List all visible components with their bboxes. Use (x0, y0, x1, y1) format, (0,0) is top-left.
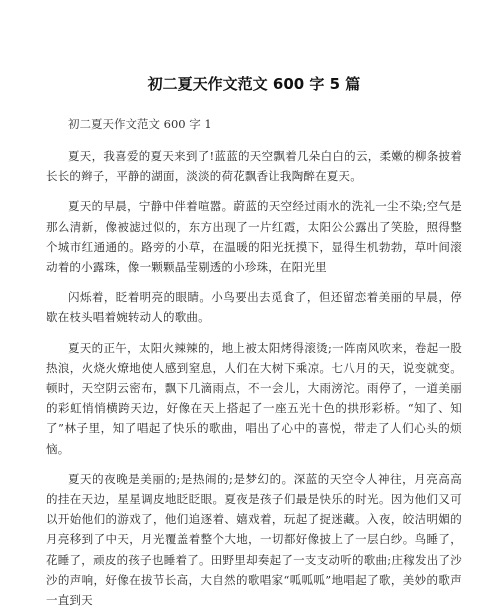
paragraph-2: 夏天的早晨，宁静中伴着喧嚣。蔚蓝的天空经过雨水的洗礼一尘不染;空气是那么清新，像被滤过似的，东方出现了一片红霞，太阳公公露出了笑脸，照得整个城市红通通的。路旁的小草，在温暖的阳光抚摸下，显得生机勃勃，草叶间滚动着的小露珠，像一颗颗晶莹剔透的小珍珠，在阳光里 (46, 199, 462, 275)
paragraph-3: 闪烁着，眨着明亮的眼睛。小鸟要出去觅食了，但还留恋着美丽的早晨，停歇在枝头唱着婉转动人的歌曲。 (46, 290, 462, 325)
paragraph-4: 夏天的正午，太阳火辣辣的，地上被太阳烤得滚烫;一阵南风吹来，卷起一股热浪，火烧火燎地使人感到窒息，人们在大树下乘凉。七八月的天，说变就变。顿时，天空阴云密布，飘下几滴雨点，不一会儿，大雨滂沱。雨停了，一道美丽的彩虹悄悄横跨天边，好像在天上搭起了一座五光十色的拱形彩桥。“知了、知了”林子里，知了唱起了快乐的歌曲，唱出了心中的喜悦，带走了人们心头的烦恼。 (46, 340, 462, 456)
section-subtitle: 初二夏天作文范文 600 字 1 (68, 117, 212, 131)
paragraph-1: 夏天，我喜爱的夏天来到了!蓝蓝的天空飘着几朵白白的云，柔嫩的柳条披着长长的辫子，平静的湖面，淡淡的荷花飘香让我陶醉在夏天。 (46, 149, 462, 184)
paragraph-5: 夏天的夜晚是美丽的;是热闹的;是梦幻的。深蓝的天空令人神往，月亮高高的挂在天边，星星调皮地眨眨眼。夏夜是孩子们最是快乐的时光。因为他们又可以开始他们的游戏了，他们追逐着、嬉戏着，玩起了捉迷藏。入夜，皎洁明媚的月亮移到了中天，月光覆盖着整个大地，一切都好像披上了一层白纱。鸟睡了，花睡了，顽皮的孩子也睡着了。田野里却奏起了一支支动听的歌曲;庄稼发出了沙沙的声响，好像在拔节长高，大自然的歌唱家“呱呱呱”地唱起了歌，美妙的歌声一直到天 (46, 471, 462, 608)
document-title: 初二夏天作文范文 600 字 5 篇 (147, 75, 361, 93)
